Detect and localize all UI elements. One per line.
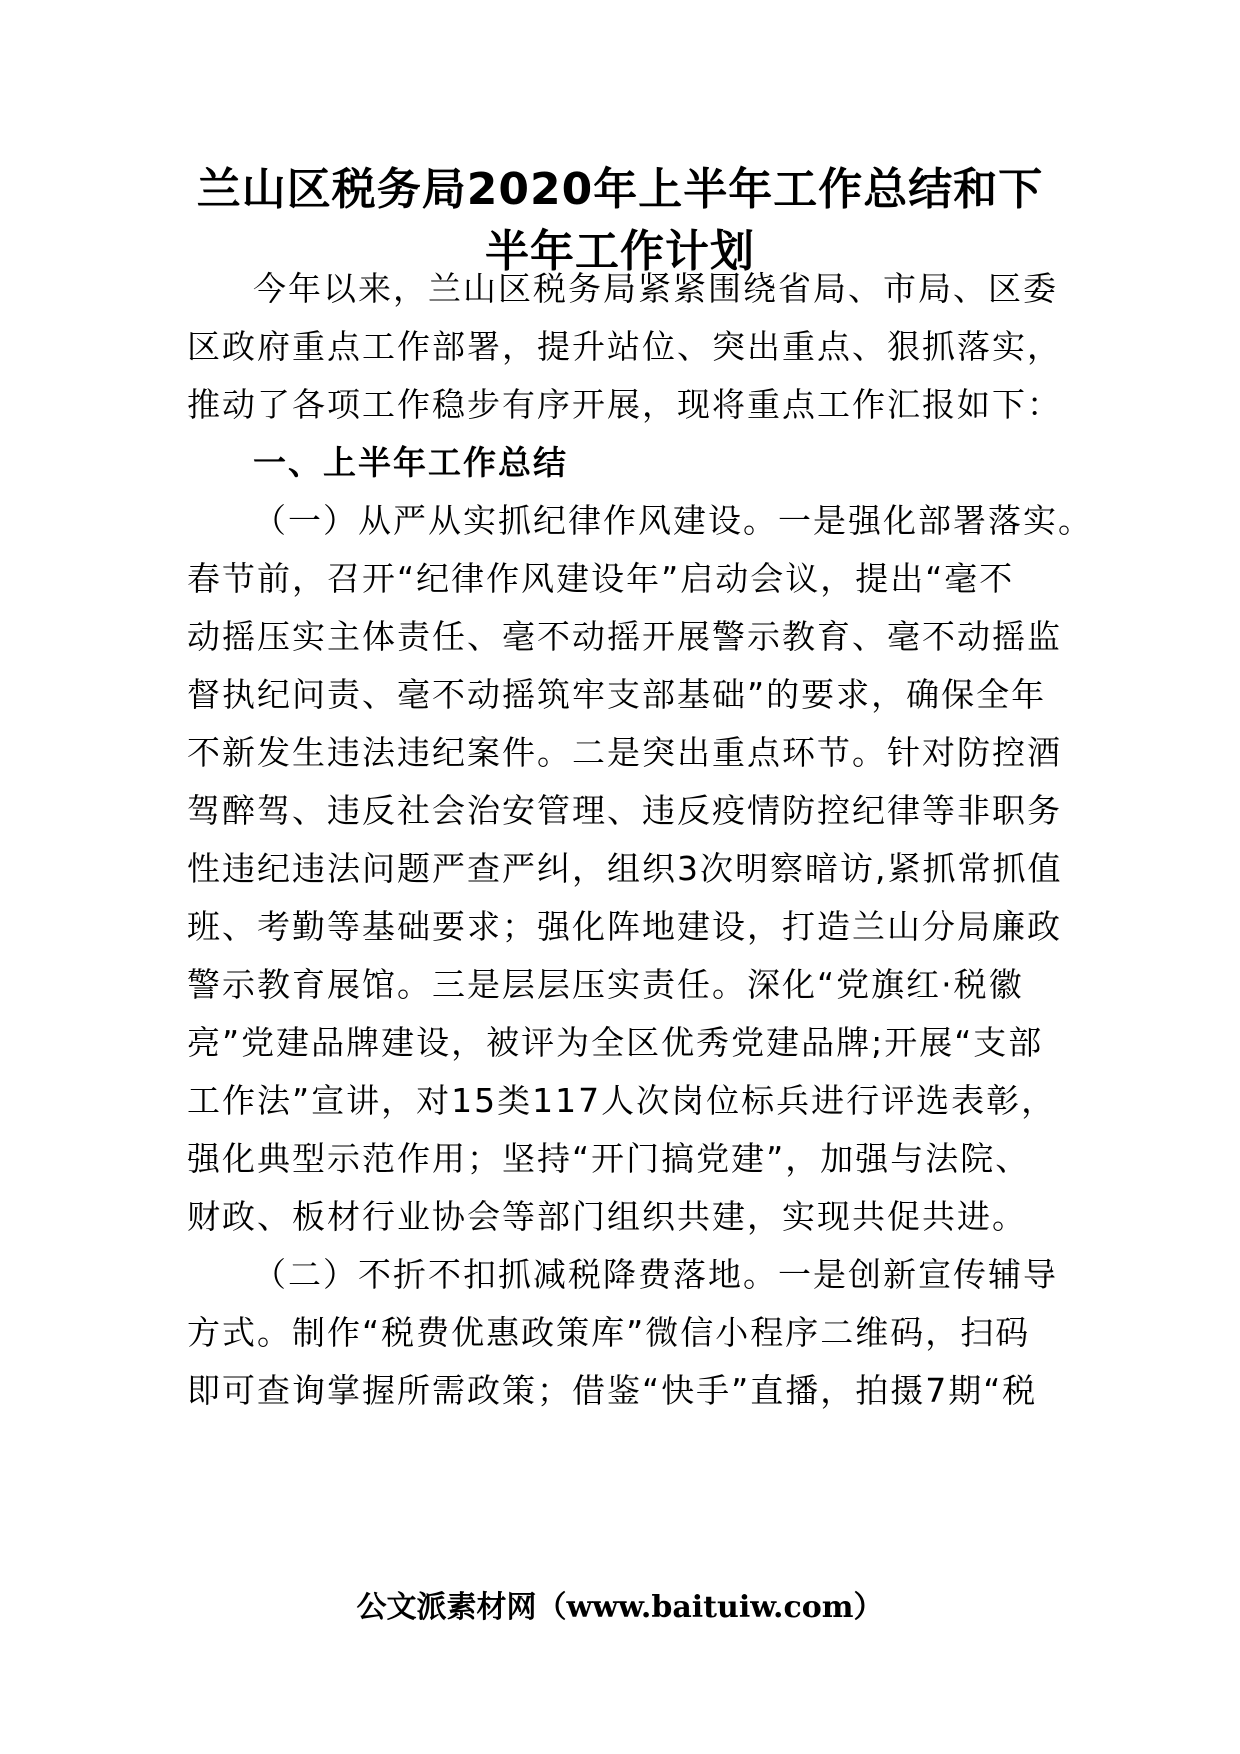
paragraph-line: 督执纪问责、毫不动摇筑牢支部基础”的要求，确保全年 <box>187 675 1047 714</box>
paragraph-line: 班、考勤等基础要求；强化阵地建设，打造兰山分局廉政 <box>187 907 1062 946</box>
paragraph-line: （一）从严从实抓纪律作风建设。一是强化部署落实。 <box>253 501 1093 540</box>
document-title-line-2: 半年工作计划 <box>485 226 755 277</box>
document-title-line-1: 兰山区税务局2020年上半年工作总结和下 <box>196 164 1044 215</box>
section-heading: 一、上半年工作总结 <box>253 443 568 482</box>
page-footer-watermark: 公文派素材网（www.baituiw.com） <box>356 1590 884 1625</box>
paragraph-line: 今年以来，兰山区税务局紧紧围绕省局、市局、区委 <box>253 269 1058 308</box>
paragraph-line: 性违纪违法问题严查严纠，组织3次明察暗访,紧抓常抓值 <box>187 849 1063 888</box>
paragraph-line: 动摇压实主体责任、毫不动摇开展警示教育、毫不动摇监 <box>187 617 1062 656</box>
paragraph-line: 即可查询掌握所需政策；借鉴“快手”直播，拍摄7期“税 <box>187 1371 1038 1410</box>
paragraph-line: 警示教育展馆。三是层层压实责任。深化“党旗红·税徽 <box>187 965 1024 1004</box>
paragraph-line: 强化典型示范作用；坚持“开门搞党建”，加强与法院、 <box>187 1139 1031 1178</box>
paragraph-line: （二）不折不扣抓减税降费落地。一是创新宣传辅导 <box>253 1255 1058 1294</box>
paragraph-line: 方式。制作“税费优惠政策库”微信小程序二维码，扫码 <box>187 1313 1031 1352</box>
paragraph-line: 工作法”宣讲，对15类117人次岗位标兵进行评选表彰， <box>187 1081 1057 1120</box>
paragraph-line: 区政府重点工作部署，提升站位、突出重点、狠抓落实， <box>187 327 1062 366</box>
paragraph-line: 春节前，召开“纪律作风建设年”启动会议，提出“毫不 <box>187 559 1015 598</box>
paragraph-line: 推动了各项工作稳步有序开展，现将重点工作汇报如下： <box>187 385 1062 424</box>
paragraph-line: 驾醉驾、违反社会治安管理、违反疫情防控纪律等非职务 <box>187 791 1062 830</box>
paragraph-line: 不新发生违法违纪案件。二是突出重点环节。针对防控酒 <box>187 733 1062 772</box>
paragraph-line: 亮”党建品牌建设，被评为全区优秀党建品牌;开展“支部 <box>187 1023 1044 1062</box>
paragraph-line: 财政、板材行业协会等部门组织共建，实现共促共进。 <box>187 1197 1027 1236</box>
